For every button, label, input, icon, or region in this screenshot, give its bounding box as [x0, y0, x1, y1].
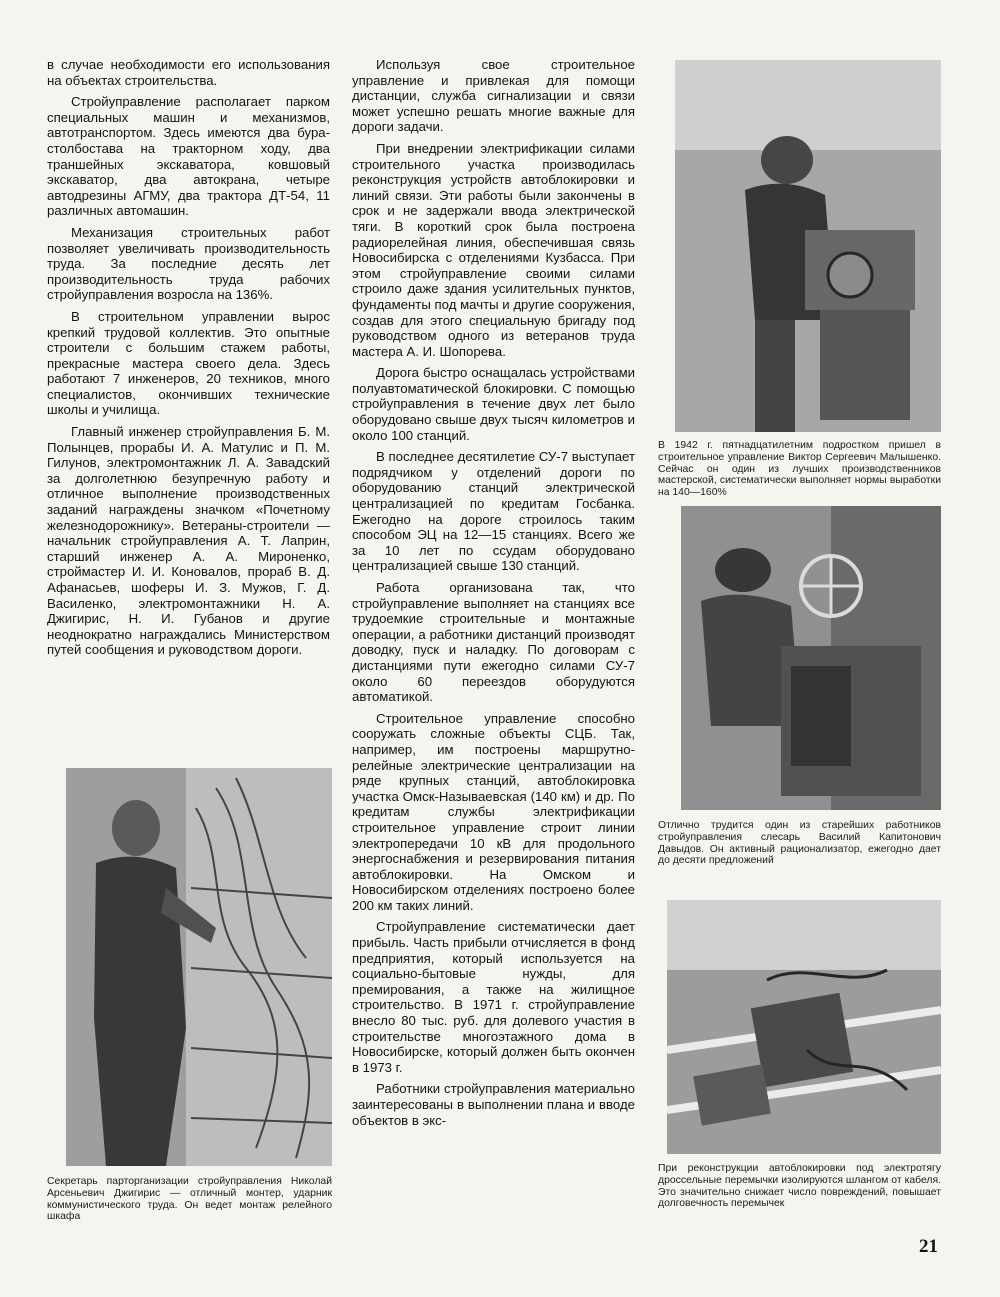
paragraph: Строительное управление способно сооружать сложные объекты СЦБ. Так, например, им построены маршрутно-релейные электрические централизации на ряде крупных станций, автоблокировка участка Омск-Называевская (140 км) и др. По кредитам службы электрификации строительное управление строит линии электропередачи 10 кВ для продольного энергоснабжения и резервирования питания автоблокировки. На Омском и Новосибирском отделениях построено более 200 км таких линий.: [352, 710, 635, 913]
page-number: 21: [919, 1236, 938, 1257]
paragraph: Механизация строительных работ позволяет увеличивать производительность труда. За последние десять лет производительность труда рабочих стройуправления возросла на 136%.: [47, 224, 330, 303]
caption-relay-cabinet: Секретарь парторганизации стройуправления Николай Арсеньевич Джигирис — отличный монтер, ударник коммунистического труда. Он ведет монтаж релейного шкафа: [47, 1176, 332, 1223]
photo-relay-cabinet: [66, 768, 332, 1166]
paragraph: При внедрении электрификации силами строительного участка производилась реконструкция устройств автоблокировки и линий связи. Эти работы были закончены в срок и не задержали ввода электрической тяги. В короткий срок была построена радиорелейная линия, обеспечившая связь Новосибирска с отделениями Кузбасса. При этом стройуправление своими силами строило даже здания усилительных пунктов, фундаменты под мачты и другие сооружения, создав для этого специальную бригаду под руководством одного из ветеранов труда мастера А. И. Шопорева.: [352, 140, 635, 359]
paragraph: в случае необходимости его использования на объектах строительства.: [47, 57, 330, 88]
photo-lathe: [675, 60, 941, 432]
caption-lathe: В 1942 г. пятнадцатилетним подростком пришел в строительное управление Виктор Сергеевич Малышенко. Сейчас он один из лучших производственников мастерской, систематически выполняет нормы выработки на 140—160%: [658, 440, 941, 499]
article-column-1: [47, 57, 330, 664]
paragraph: Используя свое строительное управление и привлекая для помощи дистанции, служба сигнализации и связи может успешно решать многие важные для дороги задачи.: [352, 57, 635, 135]
article-column-2: [352, 57, 635, 1134]
photo-track: [667, 900, 941, 1154]
paragraph: В строительном управлении вырос крепкий трудовой коллектив. Это опытные строители с большим стажем работы, прекрасные мастера своего дела. Здесь работают 7 инженеров, 20 техников, много специалистов, окончивших технические школы и училища.: [47, 308, 330, 418]
paragraph: Работа организована так, что стройуправление выполняет на станциях все трудоемкие строительные и монтажные операции, а работники дистанций производят доводку, пуск и наладку. По договорам с дистанциями пути ежегодно силами СУ-7 около 60 переездов оборудуются автоматикой.: [352, 580, 635, 705]
paragraph: Стройуправление располагает парком специальных машин и механизмов, автотранспортом. Здесь имеются два бура-столбостава на тракторном ходу, два траншейных экскаватора, ковшовый экскаватор, два автокрана, четыре автодрезины АГМУ, два трактора ДТ-54, 11 различных автомашин.: [47, 94, 330, 219]
caption-locksmith: Отлично трудится один из старейших работников стройуправления слесарь Василий Капитонович Давыдов. Он активный рационализатор, ежегодно дает до десяти предложений: [658, 820, 941, 867]
paragraph: Стройуправление систематически дает прибыль. Часть прибыли отчисляется в фонд предприятия, который используется на социально-бытовые нужды, для премирования, а также на жилищное строительство. В 1971 г. стройуправление внесло 80 тыс. руб. для долевого участия в строительстве многоэтажного дома в Новосибирске, который должен быть окончен в 1973 г.: [352, 919, 635, 1075]
photo-locksmith: [681, 506, 941, 810]
paragraph: Дорога быстро оснащалась устройствами полуавтоматической блокировки. С помощью стройуправления в течение двух лет было оборудовано свыше двух тысяч километров и около 100 станций.: [352, 365, 635, 443]
paragraph: В последнее десятилетие СУ-7 выступает подрядчиком у отделений дороги по оборудованию станций электрической централизацией по кредитам Госбанка. Ежегодно на дороге строилось таким способом ЭЦ на 12—15 станциях. Всего же за 10 лет по ссудам оборудовано централизацией свыше 130 станций.: [352, 449, 635, 574]
caption-track: При реконструкции автоблокировки под электротягу дроссельные перемычки изолируются шлангом от кабеля. Это значительно снижает число повреждений, повышает долговечность перемычек: [658, 1163, 941, 1210]
paragraph: Работники стройуправления материально заинтересованы в выполнении плана и вводе объектов в экс-: [352, 1081, 635, 1128]
paragraph: Главный инженер стройуправления Б. М. Полынцев, прорабы И. А. Матулис и П. М. Гилунов, электромонтажник Л. А. Завадский за долголетнюю безупречную работу и отличное выполнение производственных заданий награждены значком «Почетному железнодорожнику». Ветераны-строители — начальник стройуправления А. Т. Лаприн, старший инженер А. А. Мироненко, строймастер И. И. Коновалов, прораб В. Д. Афанасьев, шоферы И. З. Мужов, Г. Д. Василенко, электромонтажники Н. А. Джигирис, Н. И. Губанов и другие неоднократно награждались Министерством путей сообщения и руководством дороги.: [47, 424, 330, 658]
